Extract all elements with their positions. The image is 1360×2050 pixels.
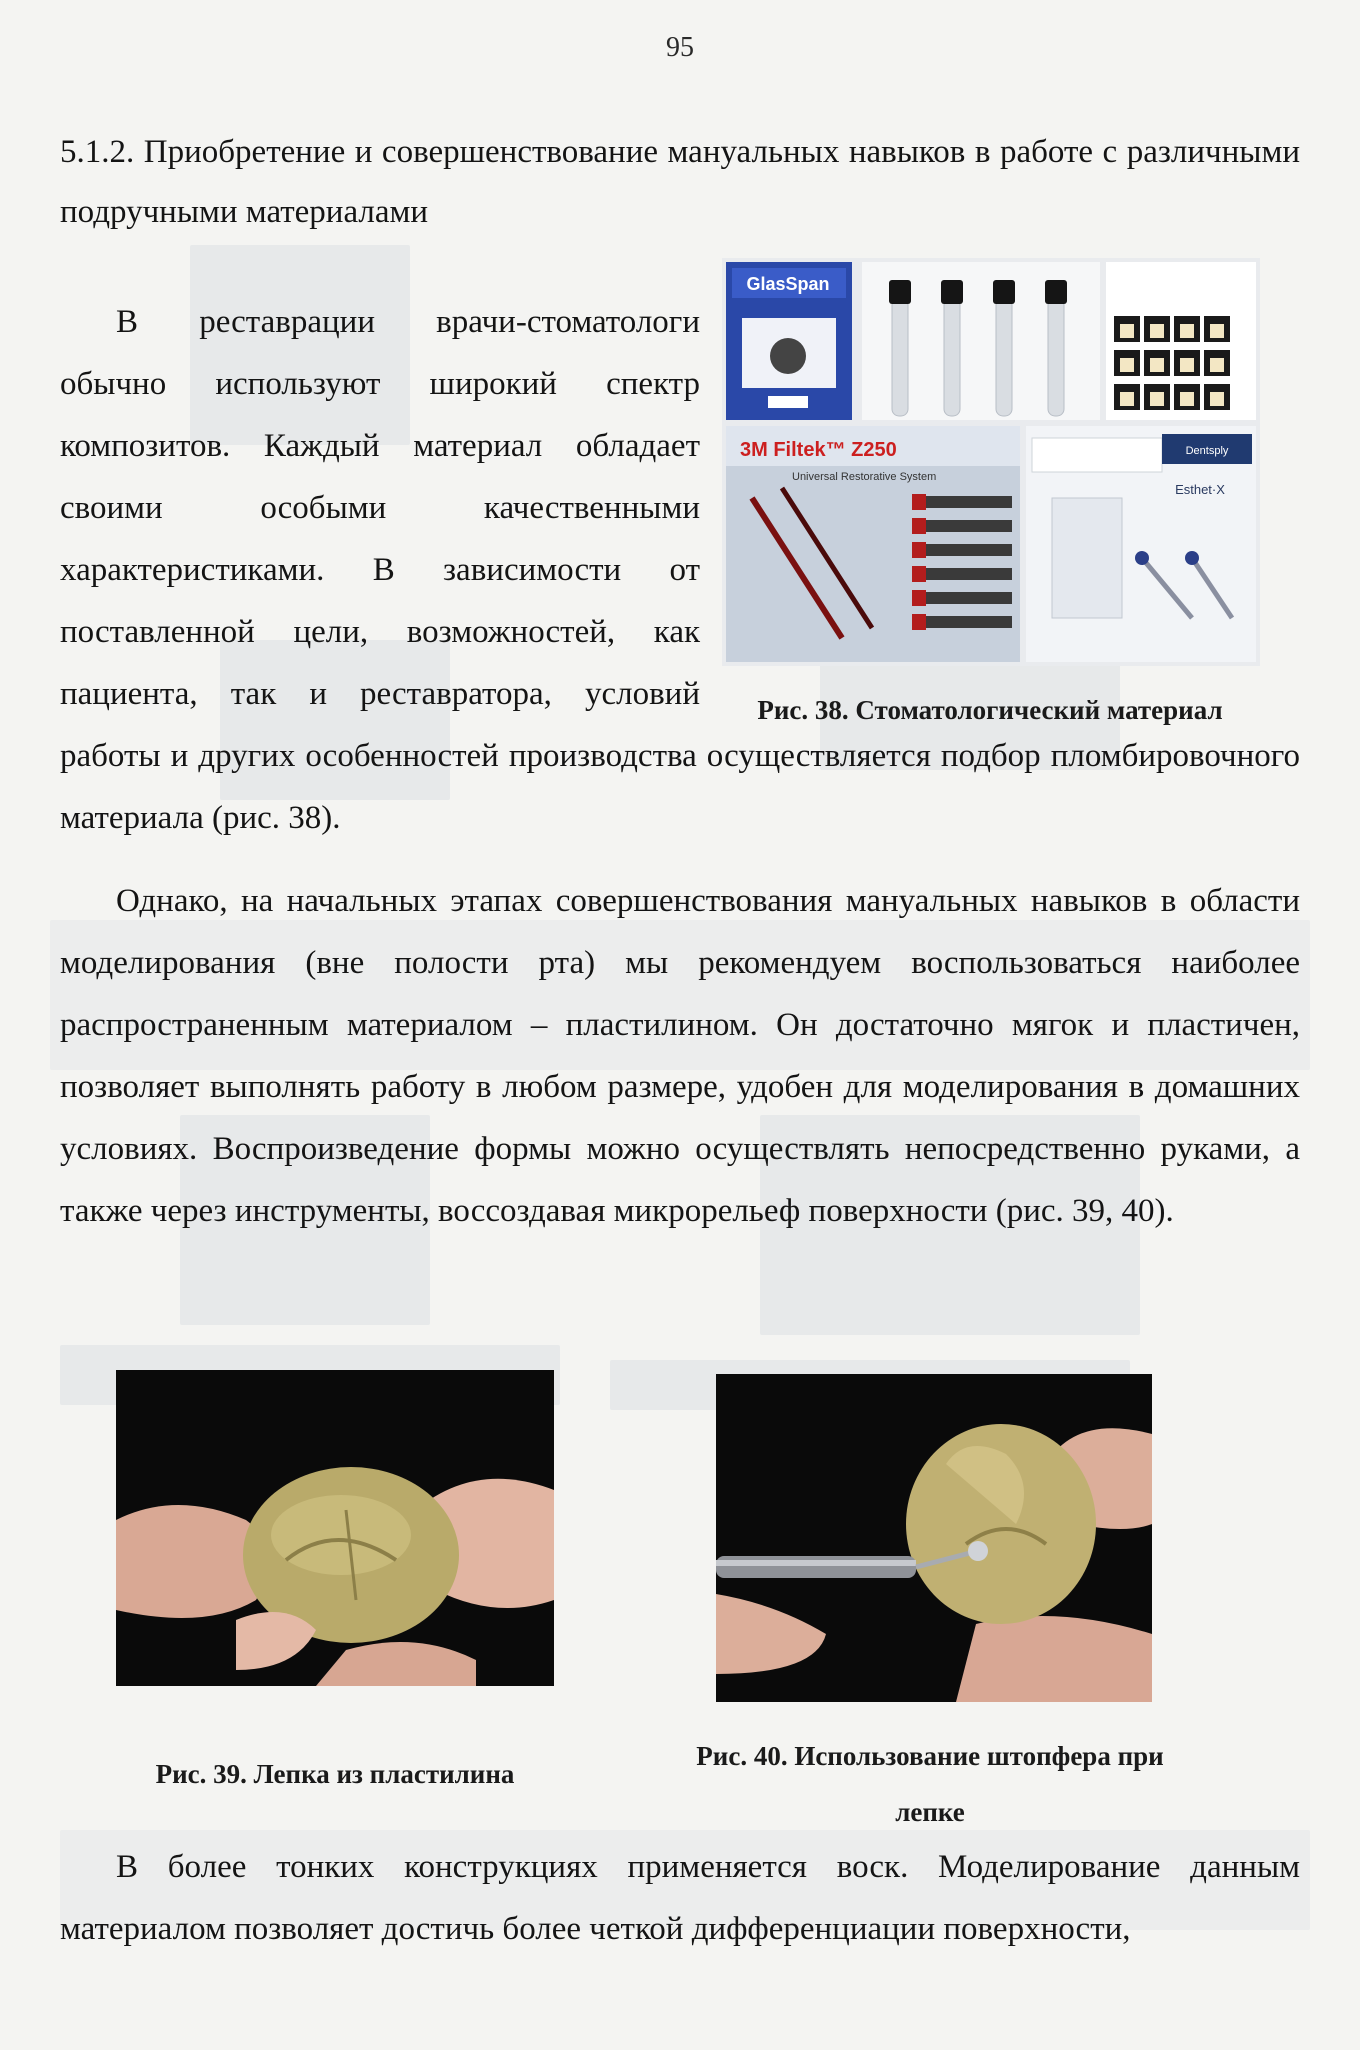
paragraph-plasticine: Однако, на начальных этапах совершенствования мануальных навыков в области моделирования (вне полости рта) мы рекомендуем воспользоваться наиболее распространенным материалом – пластилином. Он достаточно мягок и пластичен, позволяет выполнять работу в любом размере, удобен для моделирования в домашних условиях. Воспроизведение формы можно осуществлять непосредственно руками, а также через инструменты, воссоздавая микрорельеф поверхности (рис. 39, 40).	[60, 883, 1300, 1229]
glasspan-logo: GlasSpan	[746, 274, 830, 294]
section-heading: 5.1.2. Приобретение и совершенствование мануальных навыков в работе с различными подручными материалами	[60, 134, 1300, 230]
page-number: 95	[666, 32, 694, 63]
plugger-sculpting-image	[716, 1374, 1152, 1702]
figure-39-photo	[116, 1370, 554, 1686]
figure-40-photo	[716, 1374, 1152, 1702]
filtek-subtitle: Universal Restorative System	[792, 471, 937, 483]
dentsply-logo: Dentsply	[1185, 445, 1229, 457]
figure-40-caption-line2: лепке	[895, 1797, 965, 1827]
paragraph-wax: В более тонких конструкциях применяется воск. Моделирование данным материалом позволяет достичь более четкой дифференциации поверхности,	[60, 1849, 1300, 1947]
plasticine-sculpting-image	[116, 1370, 554, 1686]
figure-38-caption: Рис. 38. Стоматологический материал	[757, 695, 1223, 725]
figure-39-caption: Рис. 39. Лепка из пластилина	[155, 1759, 515, 1789]
paragraph-composites: В реставрации врачи-стоматологи обычно используют широкий спектр композитов. Каждый материал обладает своими особыми качественными характеристиками. В зависимости от поставленной цели, возможностей, как пациента, так и реставратора, условий работы и других особенностей производства осуществляется подбор пломбировочного материала (рис. 38).	[60, 291, 1300, 849]
figure-40-caption-line1: Рис. 40. Использование штопфера при	[696, 1741, 1164, 1771]
filtek-logo: 3M Filtek™ Z250	[740, 439, 897, 461]
figure-38-float-spacer	[700, 261, 1300, 695]
esthet-x-logo: Esthet·X	[1175, 482, 1225, 497]
